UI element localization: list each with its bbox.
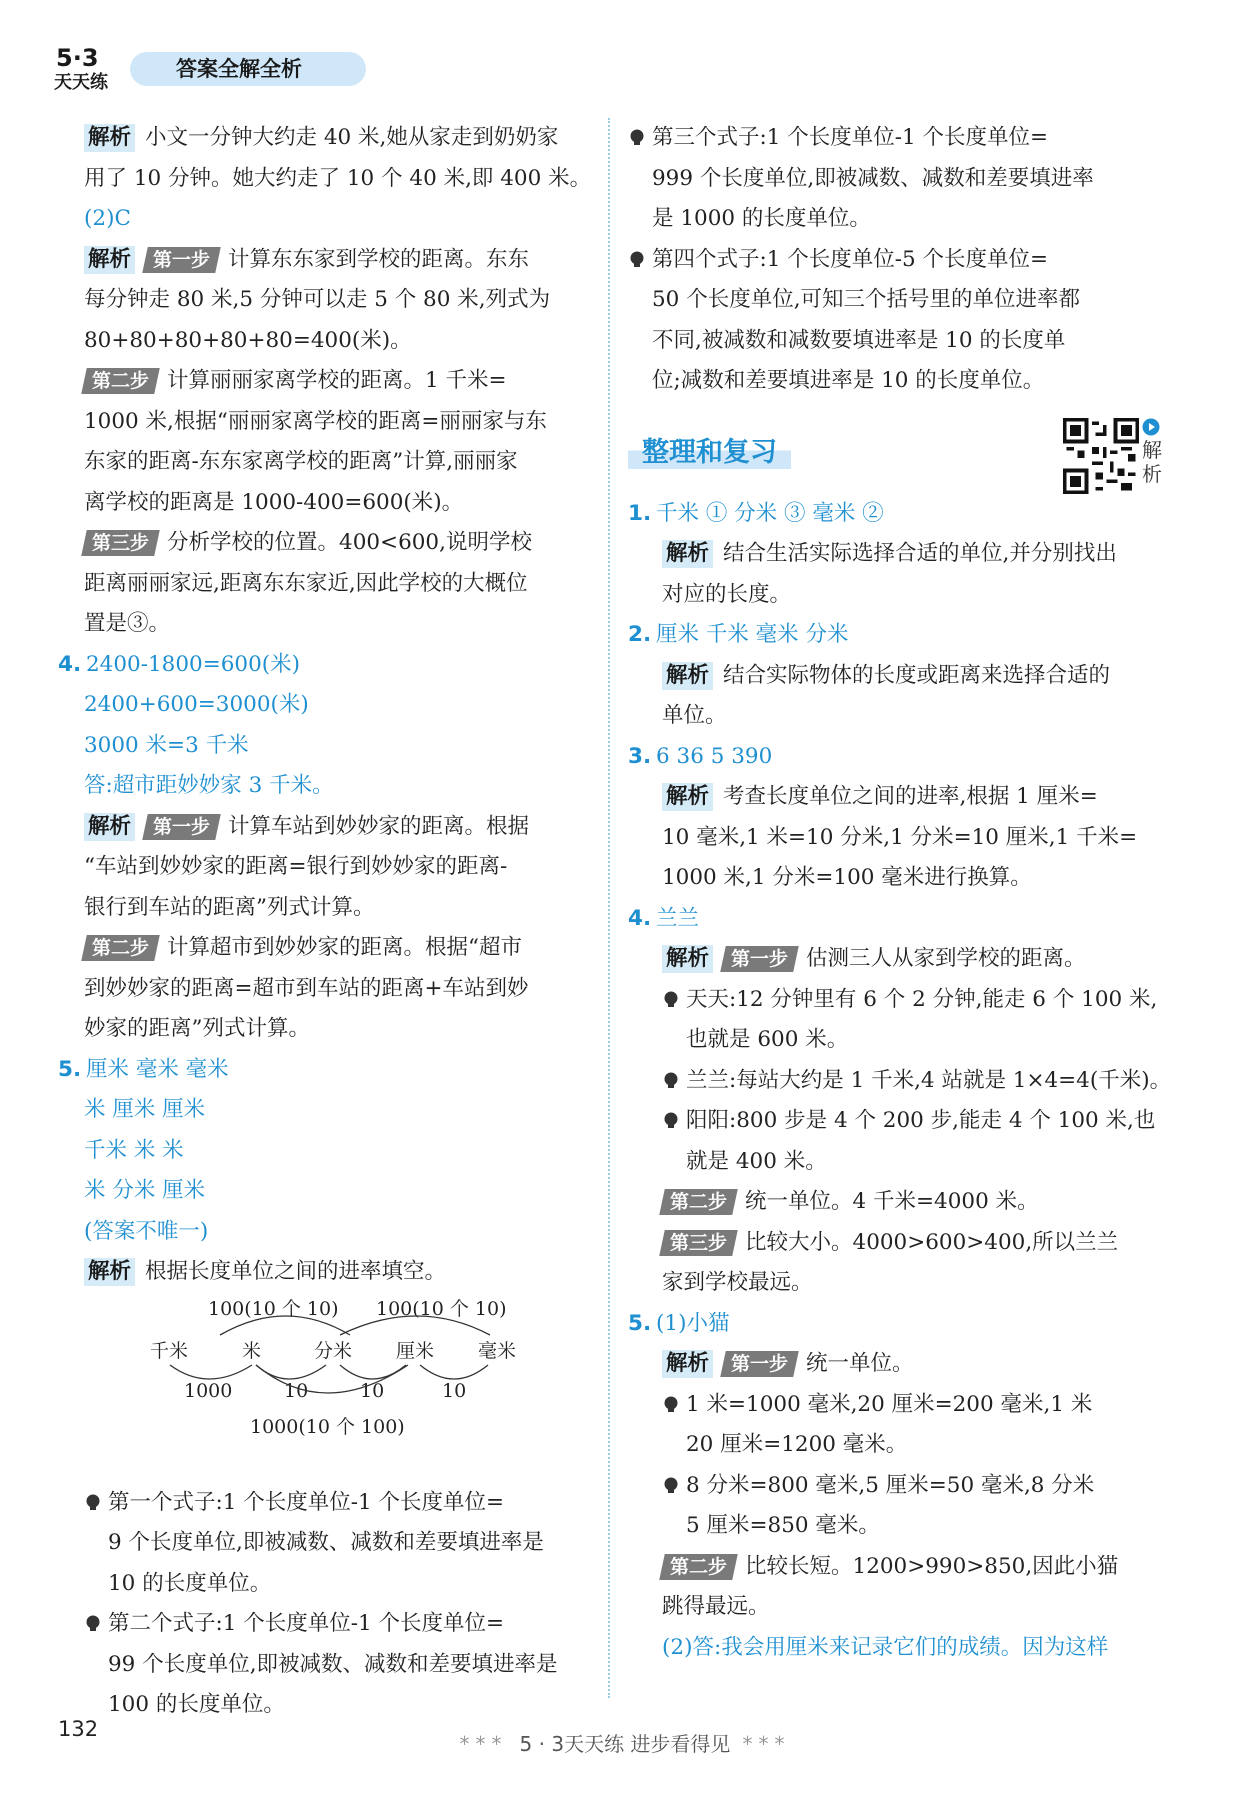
arc-label-bottom: 1000: [184, 1379, 233, 1402]
header-title: 答案全解全析: [130, 52, 366, 86]
bulb-bullet-icon: [662, 1395, 680, 1413]
bulb-bullet-icon: [628, 128, 646, 146]
qr-code-icon[interactable]: [1063, 418, 1139, 494]
bulb-bullet-icon: [662, 1476, 680, 1494]
svg-text:天天练: 天天练: [54, 72, 108, 92]
bulb-bullet-icon: [662, 1111, 680, 1129]
unit-label: 千米: [150, 1339, 189, 1362]
unit-label: 米: [242, 1339, 262, 1362]
column-divider: [608, 118, 610, 1698]
bulb-bullet-icon: [84, 1493, 102, 1511]
question-number: 5.: [58, 1056, 82, 1082]
arc-label-long: 1000(10 个 100): [250, 1415, 405, 1438]
step-badge: 第一步: [142, 247, 221, 273]
arc-label-bottom: 10: [284, 1379, 309, 1402]
arc-label-bottom: 10: [442, 1379, 467, 1402]
arc-label-top-2: 100(10 个 10): [376, 1297, 507, 1320]
question-number: 4.: [58, 651, 82, 677]
bulb-bullet-icon: [84, 1614, 102, 1632]
footer-slogan: *** 5 · 3天天练 进步看得见 ***: [459, 1732, 791, 1756]
page-number: 132: [58, 1717, 99, 1741]
unit-label: 厘米: [396, 1339, 435, 1362]
right-column: 第三个式子:1 个长度单位-1 个长度单位= 999 个长度单位,即被减数、减数和差要填进率 是 1000 的长度单位。 第四个式子:1 个长度单位-5 个长度单位= 50 个长度单位,可知三个括号里的单位进率都 不同,被减数和减数要填进率是 10 的长度单 位;减数和差要填进率是 10 的长度单位。 整理和复习 1. 千米 ① 分米 ③ 毫米 ② 解析 结合生活实际选择合适的单位,并分别找出 对应的长度。 2. 厘米 千米 毫米 分米 解析 结合实际物体的长度或距离来选择合适的 单位。 3. 6 36 5 390 解析 考查长度单位之间的进率,根据 1 厘米= 10 毫米,1 米=10 分米,1 分米=10 厘米,1 千米= 1000 米,1 分米=100 毫米进行换算。 4. 兰兰 解析 第一步 估测三人从家到学校的距离。 天天:12 分钟里有 6 个 2 分钟,能走 6 个 100 米, 也就是 600 米。 兰兰:每站大约是 1 千米,4 站就是 1×4=4(千米)。 阳阳:800 步是 4 个 200 步,能走 4 个 100 米,也 就是 400 米。 第二步 统一单位。4 千米=4000 米。 第三步 比较大小。4000>600>400,所以兰兰 家到学校最远。 5. (1)小猫 解析 第一步 统一单位。 1 米=1000 毫米,20 厘米=200 毫米,1 米 20 厘米=1200 毫米。 8 分米=800 毫米,5 厘米=50 毫米,8 分米 5 厘米=850 毫米。 第二步 比较长短。1200>990>850,因此小猫 跳得最远。 (2)答:我会用厘米来记录它们的成绩。因为这样: [628, 118, 1174, 1668]
left-column: 解析 小文一分钟大约走 40 米,她从家走到奶奶家 用了 10 分钟。她大约走了 10 个 40 米,即 400 米。 (2)C 解析 第一步 计算东东家到学校的距离。东东 每分钟走 80 米,5 分钟可以走 5 个 80 米,列式为 80+80+80+80+80=400(米)。 第二步 计算丽丽家离学校的距离。1 千米= 1000 米,根据“丽丽家离学校的距离=丽丽家与东 东家的距离-东东家离学校的距离”计算,丽丽家 离学校的距离是 1000-400=600(米)。 第三步 分析学校的位置。400<600,说明学校 距离丽丽家远,距离东东家近,因此学校的大概位 置是③。 4. 2400-1800=600(米) 2400+600=3000(米) 3000 米=3 千米 答:超市距妙妙家 3 千米。 解析 第一步 计算车站到妙妙家的距离。根据 “车站到妙妙家的距离=银行到妙妙家的距离- 银行到车站的距离”列式计算。 第二步 计算超市到妙妙家的距离。根据“超市 到妙妙家的距离=超市到车站的距离+车站到妙 妙家的距离”列式计算。 5. 厘米 毫米 毫米 米 厘米 厘米 千米 米 米 米 分米 厘米 (答案不唯一) 解析 根据长度单位之间的进率填空。 100(10 个 10) 100(10 个 10) 千米 米 分米 厘米 毫米 1000 10 10 10 1000(10 个 100) 第一个式子:1 个长度单位-1 个长度单位= 9 个长度单位,即被减数、减数和差要填进率是 10 的长度单位。 第二个式子:1 个长度单位-1 个长度单位= 99 个长度单位,即被减数、减数和差要填进率是 100 的长度单位。: [58, 125, 592, 1717]
bulb-bullet-icon: [662, 990, 680, 1008]
play-icon: [1142, 418, 1160, 436]
unit-arc-diagram: [58, 1293, 590, 1483]
svg-text:5·3: 5·3: [56, 44, 99, 72]
answer-text: (2)C: [84, 206, 131, 231]
bulb-bullet-icon: [662, 1071, 680, 1089]
arc-label-bottom: 10: [360, 1379, 385, 1402]
logo-icon: [52, 40, 112, 92]
unit-label: 分米: [314, 1339, 353, 1362]
section-title: 整理和复习: [628, 428, 791, 469]
arc-label-top-1: 100(10 个 10): [208, 1297, 339, 1320]
qr-caption: 解 析: [1142, 418, 1172, 486]
unit-label: 毫米: [478, 1339, 517, 1362]
unit-ratio-diagram: [58, 1293, 590, 1483]
jiexi-label: 解析: [84, 124, 135, 152]
bulb-bullet-icon: [628, 250, 646, 268]
